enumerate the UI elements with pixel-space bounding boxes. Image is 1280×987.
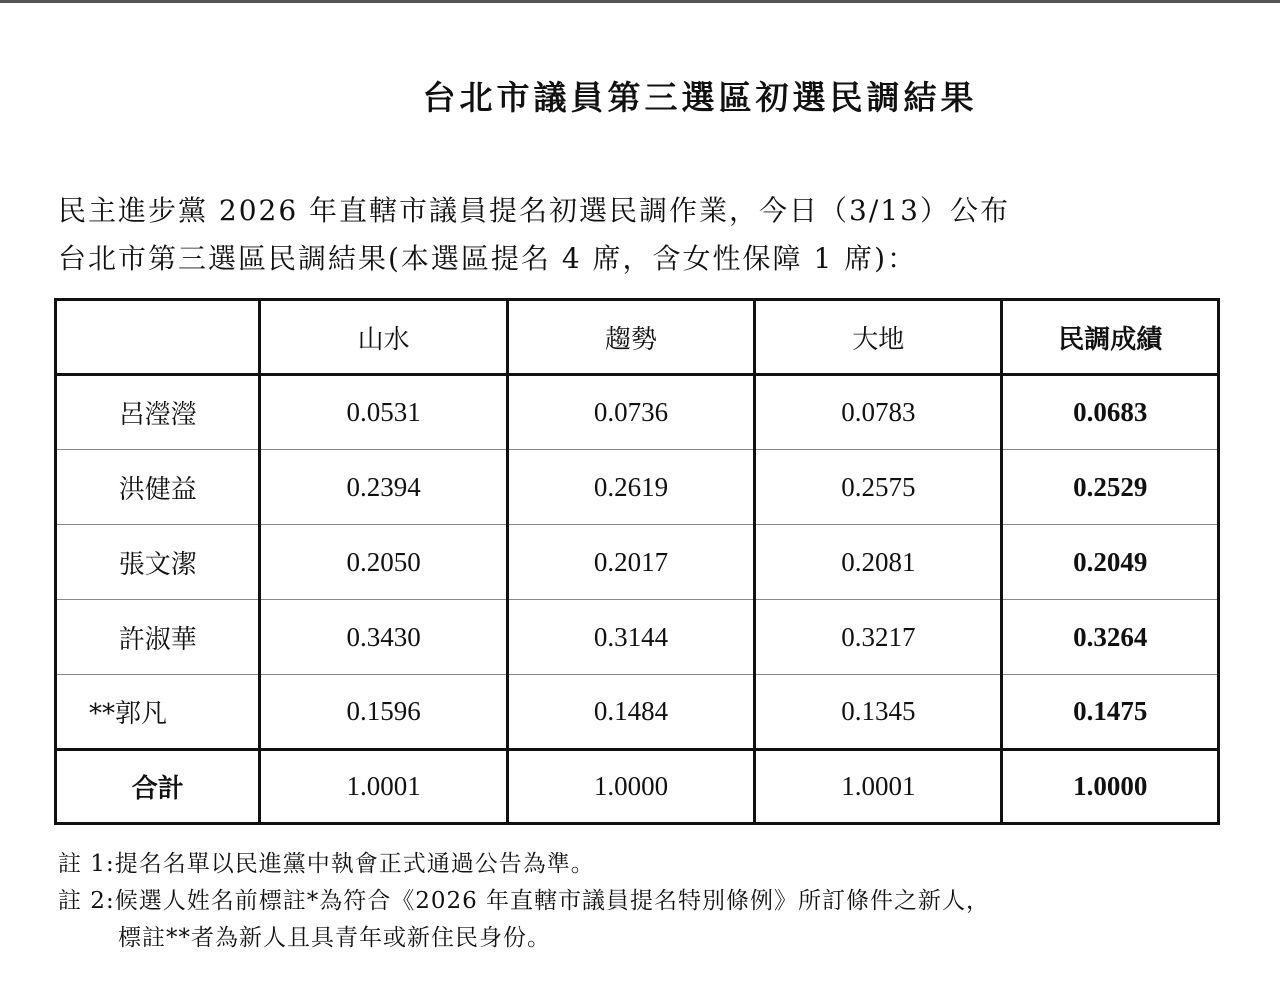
table-cell: 0.2619 — [507, 450, 754, 525]
table-cell: 0.2050 — [260, 525, 507, 600]
table-row — [56, 525, 1219, 600]
total-cell: 1.0000 — [507, 750, 754, 824]
document-title: 台北市議員第三選區初選民調結果 — [422, 78, 978, 117]
poll-score-cell: 0.1475 — [1002, 675, 1219, 750]
table-total-row — [56, 750, 1219, 824]
column-header-dadi: 大地 — [755, 300, 1002, 375]
candidate-name: 許淑華 — [56, 600, 260, 675]
footnote: 註 2:候選人姓名前標註*為符合《2026 年直轄市議員提名特別條例》所訂條件之新人， — [58, 888, 991, 914]
candidate-name: 洪健益 — [56, 450, 260, 525]
candidate-name: 張文潔 — [56, 525, 260, 600]
table-cell: 0.2575 — [755, 450, 1002, 525]
table-cell: 0.0736 — [507, 375, 754, 450]
table-row — [56, 600, 1219, 675]
table-cell: 0.0531 — [260, 375, 507, 450]
table-row — [56, 375, 1219, 450]
poll-score-cell: 0.3264 — [1002, 600, 1219, 675]
intro-paragraph — [58, 187, 1010, 283]
table-cell: 0.2017 — [507, 525, 754, 600]
total-label: 合計 — [131, 774, 184, 804]
table-cell: 0.3217 — [755, 600, 1002, 675]
footnotes — [58, 846, 990, 957]
table-header-row — [56, 300, 1219, 375]
poll-results-table — [54, 298, 1220, 825]
column-header-poll-score: 民調成績 — [1002, 300, 1219, 375]
page-top-border — [0, 0, 1280, 3]
table-cell: 0.1345 — [755, 675, 1002, 750]
table-row — [56, 450, 1219, 525]
total-score-cell: 1.0000 — [1002, 750, 1219, 824]
table-cell: 0.1484 — [507, 675, 754, 750]
intro-line: 民主進步黨 2026 年直轄市議員提名初選民調作業，今日（3/13）公布 — [58, 194, 1010, 227]
poll-score-cell: 0.2049 — [1002, 525, 1219, 600]
total-cell: 1.0001 — [260, 750, 507, 824]
footnote-continuation: 標註**者為新人且具青年或新住民身份。 — [118, 925, 551, 951]
poll-score-cell: 0.2529 — [1002, 450, 1219, 525]
table-cell: 0.2394 — [260, 450, 507, 525]
column-header-qushi: 趨勢 — [507, 300, 754, 375]
table-cell: 0.0783 — [755, 375, 1002, 450]
table-cell: 0.3144 — [507, 600, 754, 675]
column-header-shanshui: 山水 — [260, 300, 507, 375]
table-cell: 0.1596 — [260, 675, 507, 750]
footnote: 註 1:提名名單以民進黨中執會正式通過公告為準。 — [58, 851, 595, 877]
table-cell: 0.3430 — [260, 600, 507, 675]
intro-line: 台北市第三選區民調結果(本選區提名 4 席，含女性保障 1 席)： — [58, 242, 918, 275]
candidate-name: 呂瀅瀅 — [56, 375, 260, 450]
total-cell: 1.0001 — [755, 750, 1002, 824]
candidate-name: **郭凡 — [56, 675, 260, 750]
table-cell: 0.2081 — [755, 525, 1002, 600]
poll-score-cell: 0.0683 — [1002, 375, 1219, 450]
table-corner-cell — [56, 300, 260, 375]
table-row — [56, 675, 1219, 750]
